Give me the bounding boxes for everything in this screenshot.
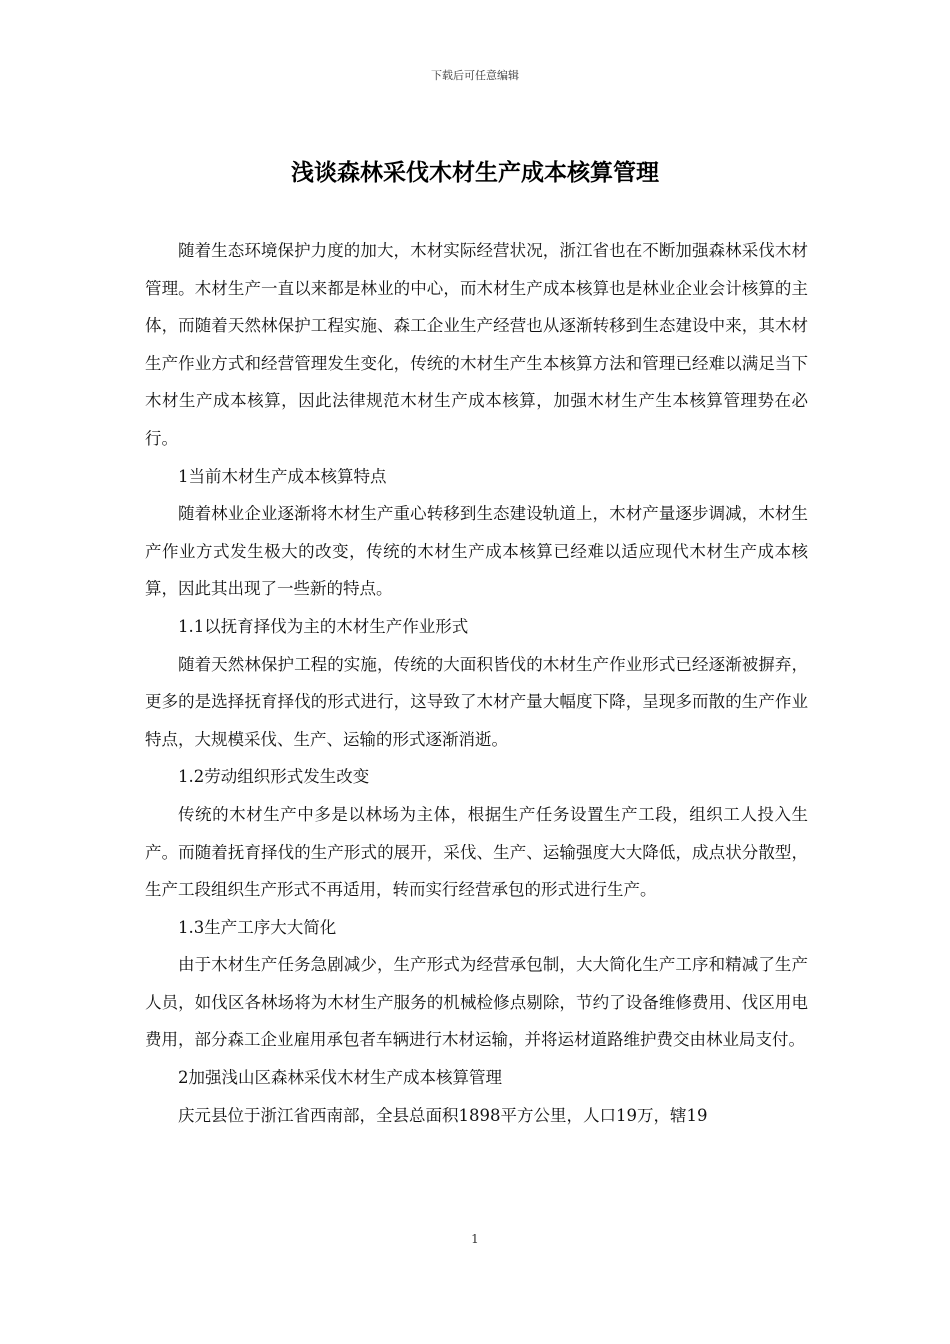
paragraph-section-1-1: 随着天然林保护工程的实施，传统的大面积皆伐的木材生产作业形式已经逐渐被摒弃，更多的是选择抚育择伐的形式进行，这导致了木材产量大幅度下降，呈现多而散的生产作业特点，大规模采伐、生产、运输的形式逐渐消逝。 (145, 654, 808, 749)
section-heading-2: 2加强浅山区森林采伐木材生产成本核算管理 (178, 1068, 502, 1088)
document-title: 浅谈森林采伐木材生产成本核算管理 (291, 159, 659, 186)
section-heading-1: 1当前木材生产成本核算特点 (178, 466, 387, 486)
paragraph-section-2: 庆元县位于浙江省西南部，全县总面积1898平方公里，人口19万，辖19 (178, 1105, 708, 1125)
paragraph-intro: 随着生态环境保护力度的加大，木材实际经营状况，浙江省也在不断加强森林采伐木材管理。木材生产一直以来都是林业的中心，而木材生产成本核算也是林业企业会计核算的主体，而随着天然林保护工程实施、森工企业生产经营也从逐渐转移到生态建设中来，其木材生产作业方式和经营管理发生变化，传统的木材生产生本核算方法和管理已经难以满足当下木材生产成本核算，因此法律规范木材生产成本核算，加强木材生产生本核算管理势在必行。 (145, 241, 808, 448)
paragraph-section-1-3: 由于木材生产任务急剧减少，生产形式为经营承包制，大大简化生产工序和精减了生产人员，如伐区各林场将为木材生产服务的机械检修点剔除，节约了设备维修费用、伐区用电费用，部分森工企业雇用承包者车辆进行木材运输，并将运材道路维护费交由林业局支付。 (145, 955, 808, 1050)
paragraph-section-1-2: 传统的木材生产中多是以林场为主体，根据生产任务设置生产工段，组织工人投入生产。而随着抚育择伐的生产形式的展开，采伐、生产、运输强度大大降低，成点状分散型，生产工段组织生产形式不再适用，转而实行经营承包的形式进行生产。 (145, 804, 808, 900)
section-heading-1-1: 1.1以抚育择伐为主的木材生产作业形式 (178, 616, 469, 636)
page-header-note: 下载后可任意编辑 (431, 69, 519, 82)
section-heading-1-2: 1.2劳动组织形式发生改变 (178, 767, 370, 787)
section-heading-1-3: 1.3生产工序大大简化 (178, 917, 337, 937)
page-number: 1 (471, 1232, 479, 1246)
paragraph-section-1: 随着林业企业逐渐将木材生产重心转移到生态建设轨道上，木材产量逐步调减，木材生产作业方式发生极大的改变，传统的木材生产成本核算已经难以适应现代木材生产成本核算，因此其出现了一些新的特点。 (145, 504, 808, 599)
document-body (145, 232, 808, 1134)
